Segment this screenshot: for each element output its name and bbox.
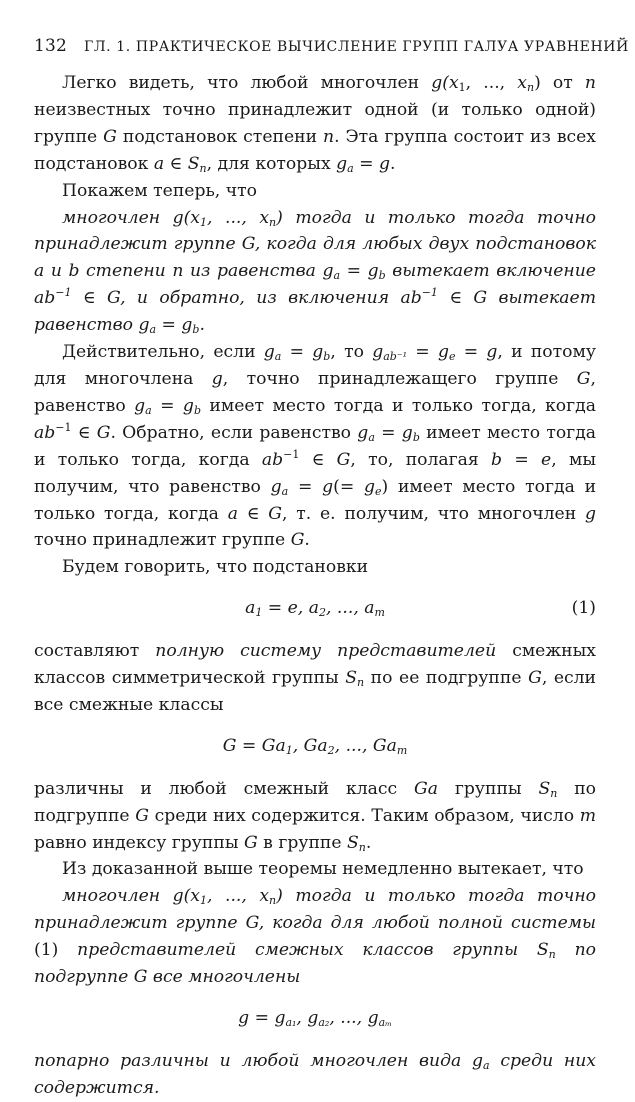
page-header [34, 36, 629, 56]
paragraph-7: Из доказанной выше теоремы немедленно вытекает, что [62, 859, 584, 880]
formula-2: $G = Ga_1$, $Ga_2$, ..., $Ga_m$ [222, 735, 408, 757]
paragraph-1: Легко видеть, что любой многочлен $g(x_1$, ..., $x_n$) от n неизвестных точно принадлежит одной (и только одной) группе G подстановок степени n. Эта группа состоит из всех подстановок a ∈ $S_n$, для которых $g_a = g$. [34, 73, 596, 175]
running-title: ГЛ. 1. ПРАКТИЧЕСКОЕ ВЫЧИСЛЕНИЕ ГРУПП ГАЛУА УРАВНЕНИЙ [84, 39, 629, 55]
formula-1: $a_1 = e$, $a_2$, ..., $a_m$ (1) [34, 595, 596, 622]
theorem-1: многочлен $g(x_1$, ..., $x_n$) тогда и только тогда точно принадлежит группе G, когда для любых двух подстановок a и b степени n из равенства $g_a = g_b$ вытекает включение $ab^{-1}$ ∈ G, и обратно, из включения $ab^{-1}$ ∈ G вытекает равенство $g_a = g_b$. [34, 207, 596, 337]
paragraph-3: Действительно, если $g_a = g_b$, то $g_{ab^{-1}} = g_e = g$, и потому для многочлена g, точно принадлежащего группе G, равенство $g_a = g_b$ имеет место тогда и только тогда, когда $ab^{-1}$ ∈ G. Обратно, если равенство $g_a = g_b$ имеет место тогда и только тогда, когда $ab^{-1}$ ∈ G, то, полагая b = e, мы получим, что равенство $g_a = g(= g_e)$ имеет место тогда и только тогда, когда a ∈ G, т. е. получим, что многочлен g точно принадлежит группе G. [34, 342, 597, 551]
formula-3: $g = g_{a_1}$, $g_{a_2}$, ..., $g_{a_m}$ [238, 1008, 392, 1029]
paragraph-8: попарно различны и любой многочлен вида $g_a$ среди них содержится. [34, 1050, 596, 1098]
paragraph-6: различны и любой смежный класс Ga группы $S_n$ по подгруппе G среди них содержится. Таким образом, число m равно индексу группы G в группе $S_n$. [34, 778, 596, 854]
paragraph-5: составляют полную систему представителей смежных классов симметрической группы $S_n$ по ее подгруппе G, если все смежные классы [34, 641, 597, 715]
paragraph-4: Будем говорить, что подстановки [62, 557, 369, 578]
paragraph-2: Покажем теперь, что [62, 180, 257, 201]
equation-number: (1) [571, 598, 596, 619]
page-body [34, 70, 596, 1102]
theorem-2: многочлен $g(x_1$, ..., $x_n$) тогда и только тогда точно принадлежит группе G, когда для любой полной системы (1) представителей смежных классов группы $S_n$ по подгруппе G все многочлены [34, 886, 596, 988]
page-number: 132 [34, 36, 68, 56]
